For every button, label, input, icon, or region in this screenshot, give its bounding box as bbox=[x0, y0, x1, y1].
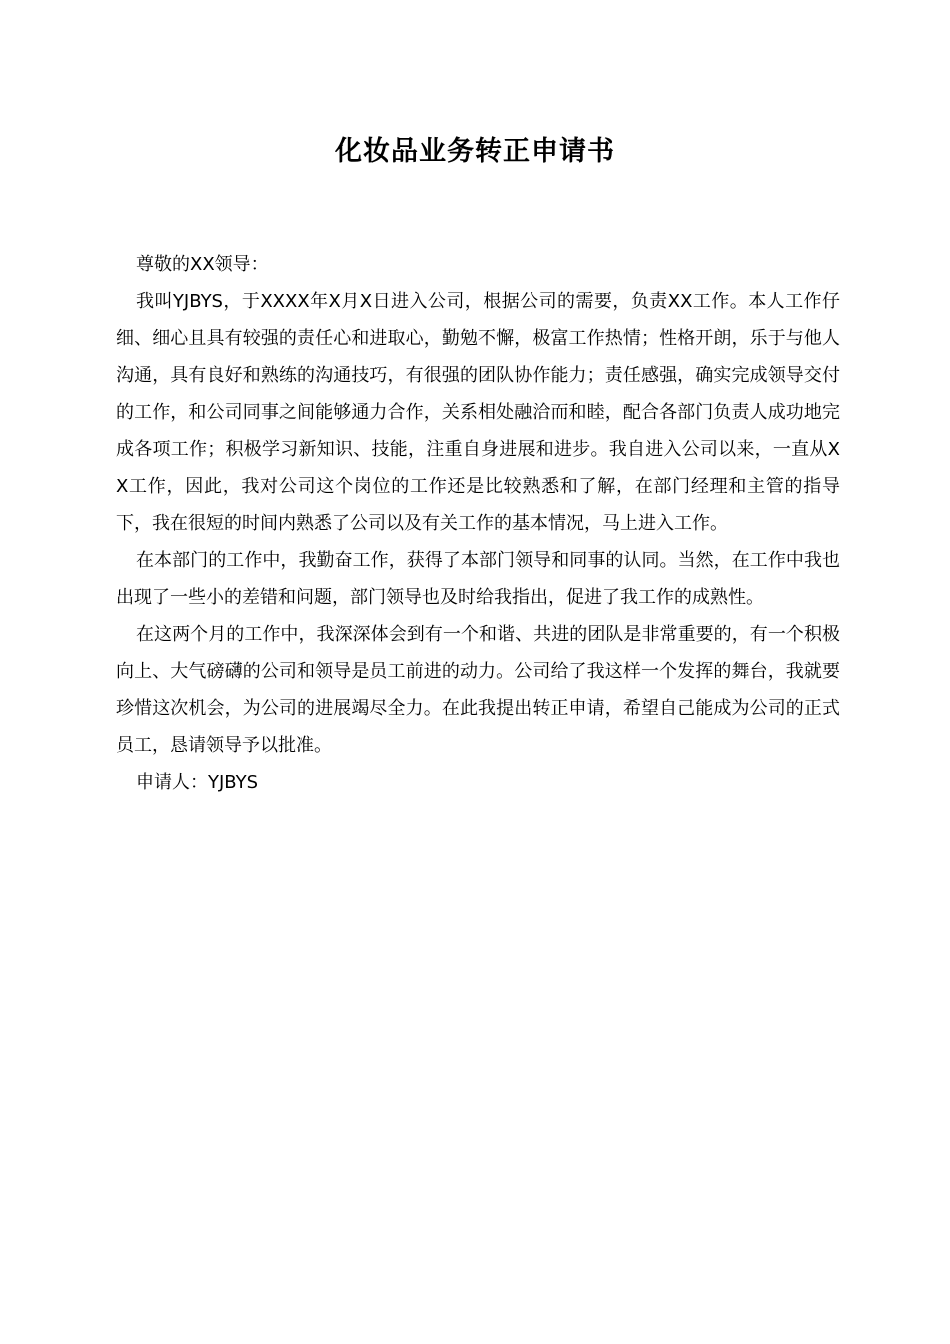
body-paragraph-1: 我叫YJBYS，于XXXX年X月X日进入公司，根据公司的需要，负责XX工作。本人工作仔细、细心且具有较强的责任心和进取心，勤勉不懈，极富工作热情；性格开朗，乐于与他人沟通，具有良好和熟练的沟通技巧，有很强的团队协作能力；责任感强，确实完成领导交付的工作，和公司同事之间能够通力合作，关系相处融洽而和睦，配合各部门负责人成功地完成各项工作；积极学习新知识、技能，注重自身进展和进步。我自进入公司以来，一直从XX工作，因此，我对公司这个岗位的工作还是比较熟悉和了解，在部门经理和主管的指导下，我在很短的时间内熟悉了公司以及有关工作的基本情况，马上进入工作。 bbox=[116, 291, 840, 534]
document-title: 化妆品业务转正申请书 bbox=[335, 136, 615, 167]
body-paragraph-2: 在本部门的工作中，我勤奋工作，获得了本部门领导和同事的认同。当然，在工作中我也出现了一些小的差错和问题，部门领导也及时给我指出，促进了我工作的成熟性。 bbox=[116, 550, 840, 608]
document-body bbox=[116, 246, 840, 801]
body-paragraph-3: 在这两个月的工作中，我深深体会到有一个和谐、共进的团队是非常重要的，有一个积极向上、大气磅礴的公司和领导是员工前进的动力。公司给了我这样一个发挥的舞台，我就要珍惜这次机会，为公司的进展竭尽全力。在此我提出转正申请，希望自己能成为公司的正式员工，恳请领导予以批准。 bbox=[116, 624, 840, 756]
salutation: 尊敬的XX领导： bbox=[136, 254, 269, 275]
signature-line: 申请人：YJBYS bbox=[136, 772, 259, 793]
